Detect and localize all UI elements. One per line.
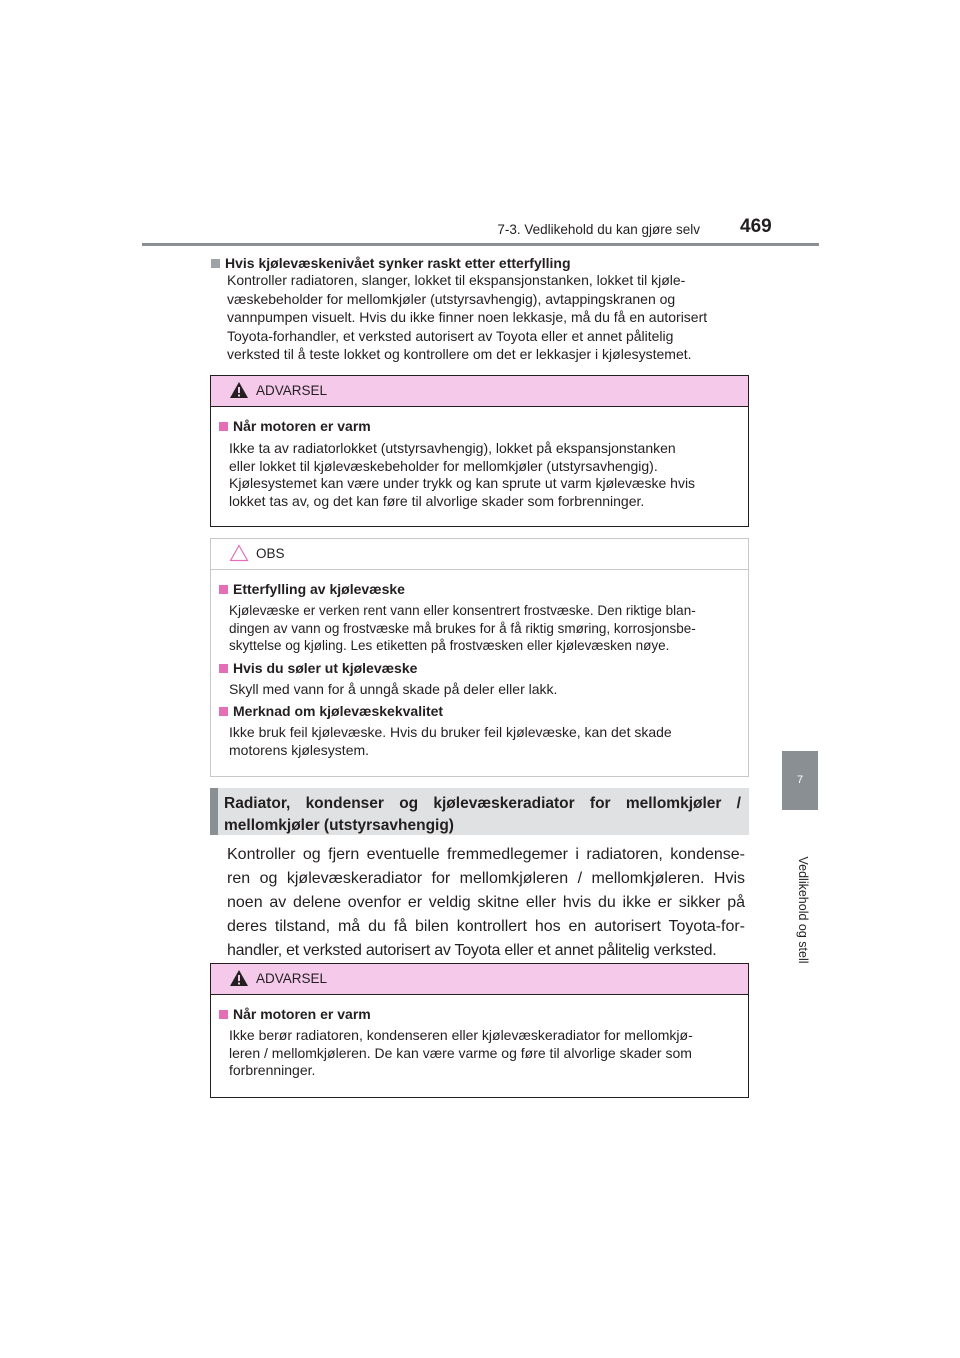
warning-triangle-icon xyxy=(229,969,249,987)
square-bullet-icon xyxy=(219,707,228,716)
intro-line: vannpumpen visuelt. Hvis du ikke finner noen lekkasje, må du få en autorisert xyxy=(227,309,708,325)
section-breadcrumb: 7-3. Vedlikehold du kan gjøre selv xyxy=(497,222,700,237)
chapter-label: Vedlikehold og stell xyxy=(796,856,810,964)
chapter-tab[interactable]: 7 xyxy=(782,751,818,810)
square-bullet-icon xyxy=(211,259,220,268)
notice-box-header xyxy=(211,539,748,570)
section-body: Kontroller og fjern eventuelle fremmedlegemer i radiatoren, kondense- ren og kjølevæskeradiator for mellomkjøleren / mellomkjøleren. Hvis noen av delene ovenfor er veldig skitne eller hvis du ikke er sikker på deres tilstand, må du få bilen kontrollert hos en autorisert Toyota-for- handler, et verksted autorisert av Toyota eller et annet pålitelig verksted. xyxy=(227,846,745,959)
square-bullet-icon xyxy=(219,585,228,594)
notice-text: Skyll med vann for å unngå skade på deler eller lakk. xyxy=(229,681,558,697)
intro-body xyxy=(227,271,745,364)
warning-box-header xyxy=(211,964,748,995)
warning-subheading: Når motoren er varm xyxy=(219,1006,371,1022)
warning-title: ADVARSEL xyxy=(256,971,328,986)
section-heading-bar xyxy=(210,788,218,835)
warning-title: ADVARSEL xyxy=(256,383,328,398)
warning-text: Ikke ta av radiatorlokket (utstyrsavhengig), lokket på ekspansjonstanken eller lokket til kjølevæskebeholder for mellomkjøler (utstyrsavhengig). Kjølesystemet kan være under trykk og kan sprute ut varm kjølevæske hvis lokket tas av, og det kan føre til alvorlige skader som forbrenninger. xyxy=(229,440,696,509)
header-rule xyxy=(142,243,819,246)
warning-box xyxy=(210,375,749,527)
square-bullet-icon xyxy=(219,422,228,431)
square-bullet-icon xyxy=(219,1010,228,1019)
notice-box xyxy=(210,538,749,777)
notice-title: OBS xyxy=(256,546,285,561)
notice-subheading: Merknad om kjølevæskekvalitet xyxy=(219,703,443,719)
intro-line: Toyota-forhandler, et verksted autorisert av Toyota eller et annet pålitelig xyxy=(227,327,674,344)
intro-line: væskebeholder for mellomkjøler (utstyrsavhengig), avtappingskranen og xyxy=(227,290,676,307)
section-heading xyxy=(210,788,749,835)
intro-line: Kontroller radiatoren, slanger, lokket til ekspansjonstanken, lokket til kjøle- xyxy=(227,272,686,288)
notice-subheading: Etterfylling av kjølevæske xyxy=(219,581,405,597)
caution-triangle-icon xyxy=(229,544,249,562)
notice-subheading: Hvis du søler ut kjølevæske xyxy=(219,660,417,676)
warning-triangle-icon xyxy=(229,381,249,399)
intro-heading-text: Hvis kjølevæskenivået synker raskt etter etterfylling xyxy=(225,255,571,271)
intro-heading xyxy=(211,255,751,271)
notice-text: Kjølevæske er verken rent vann eller konsentrert frostvæske. Den riktige blan- dingen av vann og frostvæske må brukes for å få riktig smøring, korrosjonsbe- skyttelse og kjøling. Les etiketten på frostvæsken eller kjølevæsken nøye. xyxy=(229,603,696,653)
warning-box xyxy=(210,963,749,1098)
warning-box-header xyxy=(211,376,748,407)
warning-text: Ikke berør radiatoren, kondenseren eller kjølevæskeradiator for mellomkjø- leren / mellomkjøleren. De kan være varme og føre til alvorlige skader som forbrenninger. xyxy=(229,1027,693,1078)
intro-line: verksted til å teste lokket og kontrollere om det er lekkasjer i kjølesystemet. xyxy=(227,346,692,362)
square-bullet-icon xyxy=(219,664,228,673)
page-number: 469 xyxy=(740,216,772,237)
section-title: Radiator, kondenser og kjølevæskeradiator for mellomkjøler / mellomkjøler (utstyrsavhengig) xyxy=(224,795,741,834)
notice-text: Ikke bruk feil kjølevæske. Hvis du bruker feil kjølevæske, kan det skade motorens kjølesystem. xyxy=(229,724,672,758)
warning-subheading: Når motoren er varm xyxy=(219,418,371,434)
